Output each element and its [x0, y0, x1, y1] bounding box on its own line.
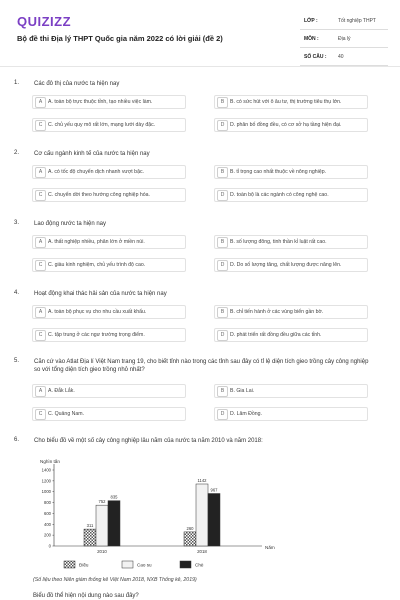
option-b[interactable]: [214, 384, 368, 398]
info-value: 40: [338, 54, 344, 60]
data-label: 967: [210, 487, 218, 493]
x-tick-label: 2018: [197, 549, 207, 554]
option-text: D. phân bố đồng đều, có cơ sở hạ tầng hiện đại.: [230, 122, 342, 128]
option-a[interactable]: [32, 165, 186, 179]
legend-swatch: [180, 561, 191, 568]
question-number: 6.: [14, 437, 20, 443]
option-letter: B: [217, 386, 228, 397]
info-value: Địa lý: [338, 36, 351, 42]
x-axis-label: Năm: [265, 545, 275, 550]
option-text: B. có sức hút với ô âu tư, thị trường tiêu thụ lớn.: [230, 99, 342, 105]
document-title: Bộ đề thi Địa lý THPT Quốc gia năm 2022 có lời giải (đề 2): [17, 34, 223, 43]
y-tick-label: 0: [48, 543, 51, 549]
question-text: Cho biểu đồ về một số cây công nghiệp lâu năm của nước ta năm 2010 và năm 2018:: [34, 438, 263, 444]
option-a[interactable]: [32, 95, 186, 109]
y-tick-label: 600: [44, 510, 51, 516]
y-tick-label: 1400: [41, 467, 51, 473]
option-a[interactable]: [32, 305, 186, 319]
option-letter: C: [35, 409, 46, 420]
chart-caption: (Số liệu theo Niên giám thống kê Việt Nam 2018, NXB Thống kê, 2019): [33, 577, 197, 583]
page-header: [0, 0, 400, 64]
option-text: A. Đắk Lắk.: [48, 388, 75, 394]
option-d[interactable]: [214, 118, 368, 132]
legend-label: Điều: [79, 562, 89, 568]
option-letter: A: [35, 97, 46, 108]
option-text: D. Do số lượng tăng, chất lượng được nâng lên.: [230, 262, 342, 268]
option-c[interactable]: [32, 258, 186, 272]
option-text: C. Quảng Nam.: [48, 411, 85, 417]
option-letter: D: [217, 120, 228, 131]
option-letter: A: [35, 307, 46, 318]
option-text: A. có tốc độ chuyển dịch nhanh vượt bậc.: [48, 169, 144, 175]
option-text: B. Gia Lai.: [230, 388, 255, 394]
option-text: C. chủ yếu quy mô rất lớn, mạng lưới dày đặc.: [48, 122, 156, 128]
option-b[interactable]: [214, 165, 368, 179]
info-row-subject: [300, 30, 388, 48]
option-d[interactable]: [214, 328, 368, 342]
question-number: 3.: [14, 220, 20, 226]
question-text: Căn cứ vào Atlat Địa lí Việt Nam trang 19, cho biết tỉnh nào trong các tỉnh sau đây có tỉ lệ diện tích gieo trồng cây công nghiệp so với tổng diện tích gieo trồng nhỏ nhất?: [34, 359, 369, 373]
legend-swatch: [64, 561, 75, 568]
option-text: D. Lâm Đồng.: [230, 411, 263, 417]
quizizz-logo: QUIZIZZ: [17, 14, 72, 29]
option-letter: D: [217, 190, 228, 201]
question-text: Lao động nước ta hiện nay: [34, 221, 107, 227]
option-d[interactable]: [214, 188, 368, 202]
option-text: D. phát triển rất đồng đều giữa các tỉnh.: [230, 332, 322, 338]
option-letter: A: [35, 386, 46, 397]
info-value: Tốt nghiệp THPT: [338, 18, 376, 24]
option-d[interactable]: [214, 407, 368, 421]
option-letter: C: [35, 190, 46, 201]
info-row-count: [300, 48, 388, 66]
question-number: 1.: [14, 80, 20, 86]
option-c[interactable]: [32, 328, 186, 342]
option-text: C. chuyển dời theo hướng công nghiệp hóa.: [48, 192, 150, 198]
option-text: B. tỉ trọng cao nhất thuộc về nông nghiệp.: [230, 169, 327, 175]
legend-label: Cao su: [137, 562, 152, 568]
data-label: 835: [110, 494, 118, 500]
question-number: 5.: [14, 358, 20, 364]
option-letter: C: [35, 330, 46, 341]
y-tick-label: 800: [44, 500, 51, 506]
option-text: D. toàn bộ là các ngành có công nghệ cao.: [230, 192, 329, 198]
option-a[interactable]: [32, 235, 186, 249]
y-axis-label: Nghìn tấn: [40, 459, 60, 464]
option-b[interactable]: [214, 305, 368, 319]
data-label: 311: [86, 523, 94, 529]
question-text: Cơ cấu ngành kinh tế của nước ta hiện nay: [34, 151, 150, 157]
option-d[interactable]: [214, 258, 368, 272]
option-b[interactable]: [214, 235, 368, 249]
bar-2010-2: [108, 501, 120, 546]
option-text: B. chỉ tiến hành ở các vùng biển gần bờ.: [230, 309, 324, 315]
legend-swatch: [122, 561, 133, 568]
question-number: 4.: [14, 290, 20, 296]
data-label: 1142: [197, 478, 207, 484]
info-row-class: [300, 12, 388, 30]
option-letter: A: [35, 237, 46, 248]
option-letter: B: [217, 307, 228, 318]
legend-label: Chè: [195, 562, 204, 568]
y-tick-label: 1200: [41, 478, 51, 484]
option-text: B. số lượng đông, tinh thần kỉ luật rất cao.: [230, 239, 327, 245]
option-letter: D: [217, 330, 228, 341]
option-a[interactable]: [32, 384, 186, 398]
option-text: A. toàn bộ phục vụ cho nhu cầu xuất khẩu.: [48, 309, 147, 315]
question-text: Hoạt động khai thác hải sản của nước ta hiện nay: [34, 291, 167, 297]
info-key: SỐ CÂU :: [304, 54, 327, 60]
option-text: A. toàn bộ trực thuộc tỉnh, tạo nhiều việc làm.: [48, 99, 153, 105]
bar-2010-1: [96, 505, 108, 546]
option-letter: B: [217, 167, 228, 178]
y-tick-label: 400: [44, 521, 51, 527]
y-tick-label: 1000: [41, 489, 51, 495]
bar-chart: [30, 454, 320, 576]
bar-2018-2: [208, 494, 220, 546]
option-c[interactable]: [32, 188, 186, 202]
data-label: 260: [186, 525, 194, 531]
bar-2018-1: [196, 484, 208, 546]
y-tick-label: 200: [44, 532, 51, 538]
info-key: LỚP :: [304, 18, 318, 24]
option-letter: A: [35, 167, 46, 178]
option-letter: D: [217, 409, 228, 420]
option-text: C. tập trung ở các ngư trường trọng điểm.: [48, 332, 145, 338]
info-key: MÔN :: [304, 36, 319, 42]
question-number: 2.: [14, 150, 20, 156]
option-letter: C: [35, 120, 46, 131]
chart-container: [30, 454, 320, 576]
bar-2010-0: [84, 529, 96, 546]
option-text: A. thất nghiệp nhiều, phân lớn ở miền núi.: [48, 239, 145, 245]
option-letter: C: [35, 260, 46, 271]
option-c[interactable]: [32, 407, 186, 421]
option-b[interactable]: [214, 95, 368, 109]
option-letter: B: [217, 97, 228, 108]
x-tick-label: 2010: [97, 549, 107, 554]
data-label: 752: [98, 499, 106, 505]
option-text: C. giàu kinh nghiệm, chủ yếu trình độ cao.: [48, 262, 146, 268]
option-letter: B: [217, 237, 228, 248]
option-c[interactable]: [32, 118, 186, 132]
question-6-prompt: Biểu đồ thể hiện nội dung nào sau đây?: [33, 593, 139, 599]
question-text: Các đô thị của nước ta hiện nay: [34, 81, 120, 87]
bar-2018-0: [184, 532, 196, 546]
info-table: [300, 12, 388, 66]
option-letter: D: [217, 260, 228, 271]
header-divider: [0, 66, 400, 67]
